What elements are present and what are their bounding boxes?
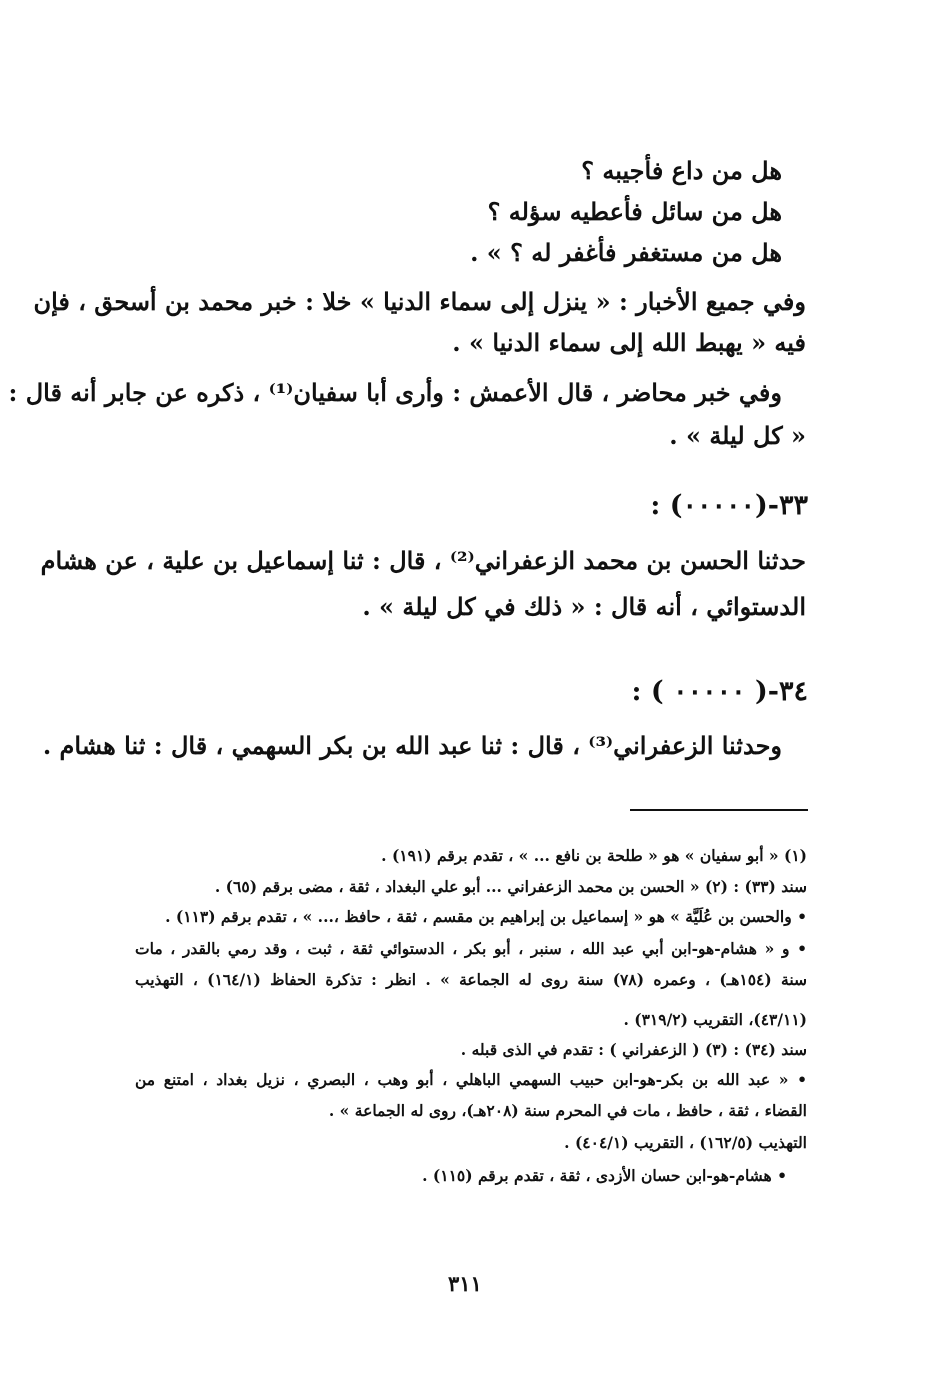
- verse-line-3: هل من مستغفر فأغفر له ؟ » .: [470, 238, 782, 267]
- footnote-separator: [630, 809, 808, 811]
- paragraph-1-line-2: فيه « يهبط الله إلى سماء الدنيا » .: [452, 328, 806, 357]
- footnote-line: • والحسن بن عُلَيَّة » هو « إسماعيل بن إبراهيم بن مقسم ، ثقة ، حافظ ،... » ، تقدم برقم (١١٣) .: [165, 907, 807, 926]
- footnote-line: • « عبد الله بن بكر-هو-ابن حبيب السهمي الباهلي ، أبو وهب ، البصري ، نزيل بغداد ، امتنع من: [135, 1070, 807, 1089]
- paragraph-2-line-2: « كل ليلة » .: [669, 421, 806, 450]
- footnote-line: (٤٣/١١)، التقريب (٣١٩/٢) .: [623, 1010, 807, 1029]
- footnote-line: • هشام-هو-ابن حسان الأزدى ، ثقة ، تقدم برقم (١١٥) .: [422, 1166, 787, 1185]
- footnote-line: التهذيب (١٦٢/٥) ، التقريب (٤٠٤/١) .: [564, 1133, 807, 1152]
- verse-line-1: هل من داع فأجيبه ؟: [581, 156, 782, 185]
- page-number: ٣١١: [448, 1271, 482, 1296]
- footnote-line: سند (٣٣) : (٢) « الحسن بن محمد الزعفراني ... أبو علي البغداد ، ثقة ، مضى برقم (٦٥) .: [214, 877, 807, 896]
- footnote-line: القضاء ، ثقة ، حافظ ، مات في المحرم سنة (٢٠٨هـ)، روى له الجماعة » .: [328, 1101, 807, 1120]
- verse-line-2: هل من سائل فأعطيه سؤله ؟: [487, 197, 782, 226]
- footnote-line: سند (٣٤) : (٣) ( الزعفراني ) : تقدم في الذى قبله .: [460, 1040, 807, 1059]
- section-33-heading: ٣٣-(٠٠٠٠٠) :: [650, 490, 808, 521]
- section-33-line-1: حدثنا الحسن بن محمد الزعفراني⁽²⁾ ، قال : ثنا إسماعيل بن علية ، عن هشام: [40, 546, 806, 575]
- footnote-line: (١) « أبو سفيان » هو « طلحة بن نافع ... » ، تقدم برقم (١٩١) .: [381, 846, 807, 865]
- section-34-heading: ٣٤-( ٠٠٠٠٠ ) :: [631, 676, 808, 707]
- section-33-line-2: الدستوائي ، أنه قال : « ذلك في كل ليلة » .: [362, 592, 806, 621]
- footnote-line: • و « هشام-هو-ابن أبي عبد الله ، سنبر ، أبو بكر ، الدستوائي ثقة ، ثبت ، وقد رمي بالقدر ، مات: [135, 939, 807, 958]
- paragraph-1-line-1: وفي جميع الأخبار : « ينزل إلى سماء الدنيا » خلا : خبر محمد بن أسحق ، فإن: [33, 287, 806, 316]
- footnote-line: سنة (١٥٤هـ) ، وعمره (٧٨) سنة روى له الجماعة » . انظر : تذكرة الحفاظ (١٦٤/١) ، التهذيب: [135, 970, 807, 989]
- paragraph-2-line-1: وفي خبر محاضر ، قال الأعمش : وأرى أبا سفيان⁽¹⁾ ، ذكره عن جابر أنه قال :: [8, 378, 782, 407]
- section-34-line-1: وحدثنا الزعفراني⁽³⁾ ، قال : ثنا عبد الله بن بكر السهمي ، قال : ثنا هشام .: [42, 731, 782, 760]
